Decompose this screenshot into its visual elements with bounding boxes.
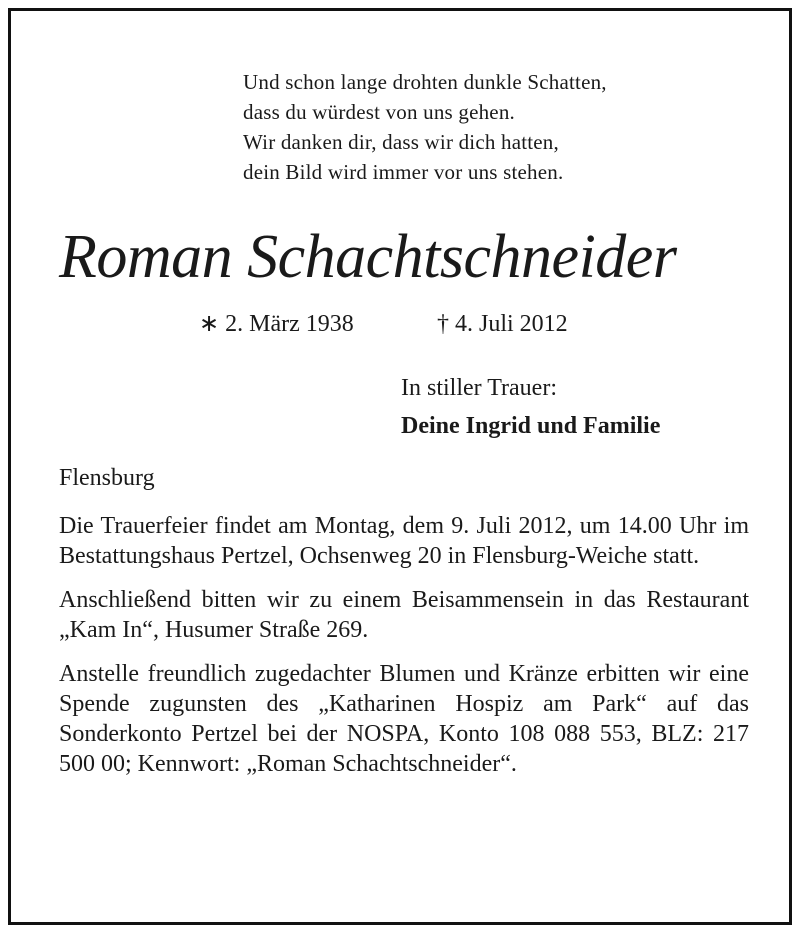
mourners-block <box>401 369 660 445</box>
memorial-poem <box>243 67 607 187</box>
poem-line: dass du würdest von uns gehen. <box>243 100 515 124</box>
poem-line: Wir danken dir, dass wir dich hatten, <box>243 130 559 154</box>
mourners-intro: In stiller Trauer: <box>401 375 557 401</box>
donation-paragraph: Anstelle freundlich zugedachter Blumen und Kränze erbitten wir eine Spende zugunsten des „Katharinen Hospiz am Park“ auf das Sonderkonto Pertzel bei der NOSPA, Konto 108 088 553, BLZ: 217 500 00; Kennwort: „Roman Schachtschneider“. <box>59 661 749 777</box>
gathering-paragraph: Anschließend bitten wir zu einem Beisammensein in das Restaurant „Kam In“, Husumer Straße 269. <box>59 587 749 643</box>
place-name: Flensburg <box>59 465 155 491</box>
poem-line: dein Bild wird immer vor uns stehen. <box>243 160 564 184</box>
funeral-service-paragraph: Die Trauerfeier findet am Montag, dem 9. Juli 2012, um 14.00 Uhr im Bestattungshaus Pertzel, Ochsenweg 20 in Flensburg-Weiche statt. <box>59 513 749 569</box>
notice-body <box>59 463 749 793</box>
obituary-notice <box>8 8 792 925</box>
mourners-family: Deine Ingrid und Familie <box>401 413 661 439</box>
death-date: † 4. Juli 2012 <box>437 311 568 337</box>
birth-date: ∗ 2. März 1938 <box>199 311 354 337</box>
poem-line: Und schon lange drohten dunkle Schatten, <box>243 70 607 94</box>
deceased-name: Roman Schachtschneider <box>59 223 677 291</box>
